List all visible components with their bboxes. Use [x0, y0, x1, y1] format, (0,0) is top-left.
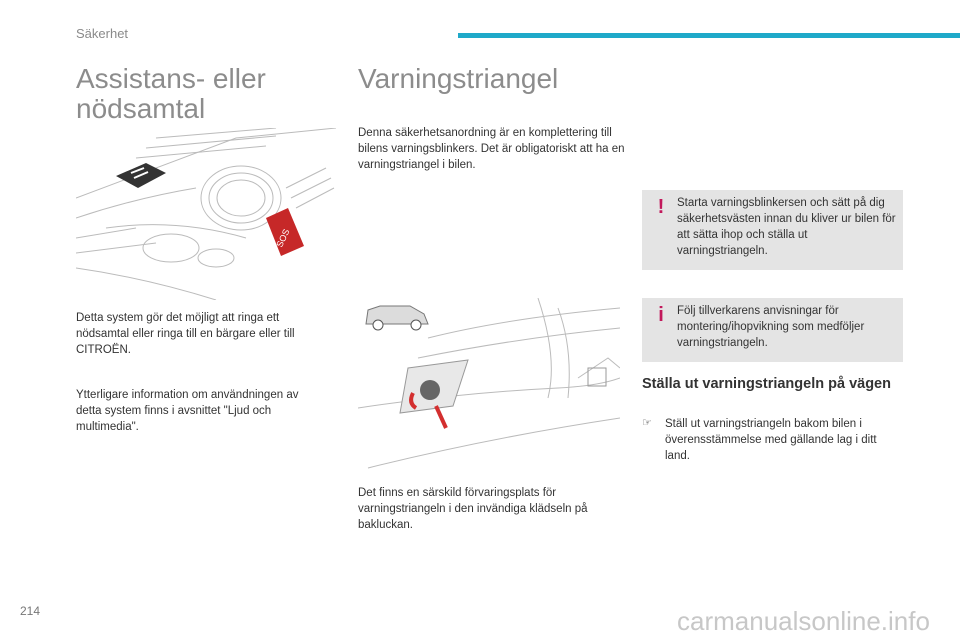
sos-label: SOS	[274, 227, 292, 249]
warning-icon: !	[657, 196, 665, 218]
section-subtitle: Ställa ut varningstriangeln på vägen	[642, 376, 891, 392]
left-title: Assistans- eller nödsamtal	[76, 63, 266, 124]
roof-console-illustration	[76, 128, 336, 300]
left-paragraph-2: Ytterligare information om användningen av detta system finns i avsnittet "Ljud och multimedia".	[76, 389, 299, 433]
bullet-text: Ställ ut varningstriangeln bakom bilen i överensstämmelse med gällande lag i ditt land.	[665, 418, 877, 462]
watermark: carmanualsonline.info	[677, 606, 930, 636]
page-number: 214	[20, 604, 41, 618]
header-accent-bar	[458, 33, 960, 38]
info-icon: i	[658, 304, 664, 326]
middle-paragraph-1: Denna säkerhetsanordning är en komplettering till bilens varningsblinkers. Det är obligatoriskt att ha en varningstriangel i bilen.	[358, 127, 625, 171]
middle-title: Varningstriangel	[358, 63, 559, 94]
info-text: Följ tillverkarens anvisningar för montering/ihopvikning som medföljer varningstriangeln.	[677, 305, 865, 349]
section-label: Säkerhet	[76, 26, 129, 41]
info-box	[642, 298, 903, 362]
pointing-hand-icon: ☞	[642, 417, 652, 429]
warning-text: Starta varningsblinkersen och sätt på dig säkerhetsvästen innan du kliver ur bilen för att sätta ihop och ställa ut varningstriangeln.	[677, 197, 896, 257]
left-paragraph-1: Detta system gör det möjligt att ringa ett nödsamtal eller ringa till en bärgare eller till CITROËN.	[76, 312, 295, 356]
warning-box	[642, 190, 903, 270]
tailgate-triangle-illustration	[358, 298, 620, 470]
middle-paragraph-2: Det finns en särskild förvaringsplats för varningstriangeln i den invändiga klädseln på bakluckan.	[358, 487, 588, 531]
